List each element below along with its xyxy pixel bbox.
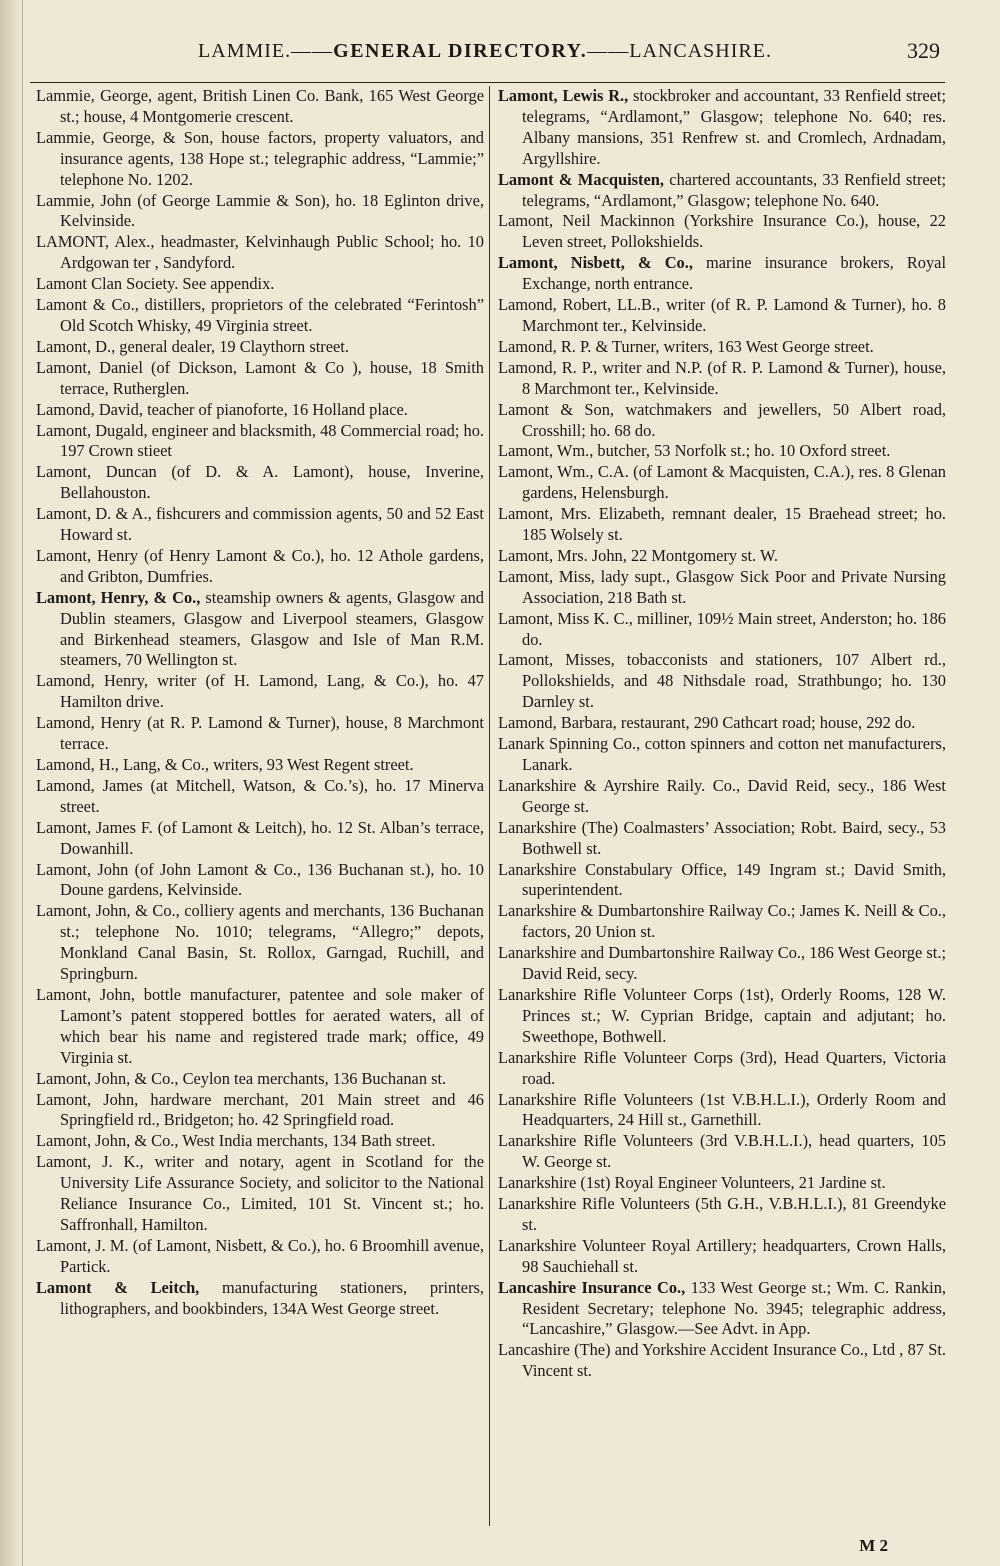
entry-text: Lamont, Mrs. Elizabeth, remnant dealer, 15 Braehead street; ho. 185 Wolsely st. xyxy=(498,504,946,545)
entry-text: Lamond, James (at Mitchell, Watson, & Co.’s), ho. 17 Minerva street. xyxy=(36,775,484,816)
entry-name: Lancashire Insurance Co., xyxy=(498,1277,686,1297)
entry-text: stockbroker and accountant, 33 Renfield street; telegrams, “Ardlamont,” Glasgow; telephone No. 640; res. Albany mansions, 351 Renfrew st. and Cromlech, Ardnadam, Argyllshire. xyxy=(522,86,947,168)
entry-text: Lamond, R. P. & Turner, writers, 163 West George street. xyxy=(498,336,874,356)
header-right-word: LANCASHIRE. xyxy=(629,40,772,62)
directory-entry xyxy=(36,1069,484,1090)
entry-text: Lanarkshire Rifle Volunteers (1st V.B.H.L.I.), Orderly Room and Headquarters, 24 Hill st., Garnethill. xyxy=(498,1089,946,1130)
entry-text: Lanarkshire Rifle Volunteer Corps (1st), Orderly Rooms, 128 W. Princes st.; W. Cyprian Bridge, captain and adjutant; ho. Sweethope, Bothwell. xyxy=(498,984,946,1046)
header-dash: —— xyxy=(587,40,630,62)
entry-text: Lamont, James F. (of Lamont & Leitch), ho. 12 St. Alban’s terrace, Dowanhill. xyxy=(36,817,484,858)
directory-entry xyxy=(498,170,946,212)
entry-text: Lamont, D., general dealer, 19 Claythorn street. xyxy=(36,336,349,356)
directory-entry xyxy=(36,671,484,713)
header-center-word: GENERAL DIRECTORY. xyxy=(333,40,588,62)
entry-text: Lamond, Henry, writer (of H. Lamond, Lang, & Co.), ho. 47 Hamilton drive. xyxy=(36,671,484,712)
directory-entry xyxy=(498,650,946,713)
directory-entry xyxy=(498,86,946,170)
directory-entry xyxy=(36,462,484,504)
entry-text: Lanarkshire Rifle Volunteer Corps (3rd), Head Quarters, Victoria road. xyxy=(498,1047,946,1088)
entry-text: Lamond, Henry (at R. P. Lamond & Turner), house, 8 Marchmont terrace. xyxy=(36,713,484,754)
entry-text: Lamont, John, hardware merchant, 201 Main street and 46 Springfield rd., Bridgeton; ho. 42 Springfield road. xyxy=(36,1089,484,1130)
entry-text: Lamont, John, bottle manufacturer, patentee and sole maker of Lamont’s patent stoppered bottles for aerated waters, all of which bear his name and registered trade mark; office, 49 Virginia st. xyxy=(36,984,484,1067)
entry-text: Lammie, George, agent, British Linen Co. Bank, 165 West George st.; house, 4 Montgomerie crescent. xyxy=(36,86,484,126)
directory-entry xyxy=(36,128,484,191)
directory-entry xyxy=(36,1090,484,1132)
header-left-word: LAMMIE. xyxy=(198,40,292,62)
directory-entry xyxy=(36,232,484,274)
signature-mark: M 2 xyxy=(859,1536,888,1555)
entry-name: Lamont & Macquisten, xyxy=(498,169,664,189)
entry-text: Lamont, Daniel (of Dickson, Lamont & Co ), house, 18 Smith terrace, Rutherglen. xyxy=(36,357,484,398)
column-divider xyxy=(489,86,490,1526)
directory-entry xyxy=(36,400,484,421)
directory-entry xyxy=(498,462,946,504)
directory-entry xyxy=(498,337,946,358)
directory-entry xyxy=(36,546,484,588)
directory-entry xyxy=(498,400,946,442)
entry-text: Lanarkshire & Dumbartonshire Railway Co.; James K. Neill & Co., factors, 20 Union st. xyxy=(498,901,946,942)
entry-name: Lamont & Leitch, xyxy=(36,1277,200,1297)
directory-entry xyxy=(498,713,946,734)
directory-entry xyxy=(498,1194,946,1236)
entry-text: steamship owners & agents, Glasgow and Dublin steamers, Glasgow and Liverpool steamers, Glasgow and Birkenhead steamers, Glasgow and Isle of Man R.M. steamers, 70 Wellington st. xyxy=(60,587,485,670)
entry-text: Lanark Spinning Co., cotton spinners and cotton net manufacturers, Lanark. xyxy=(498,734,946,774)
entry-text: Lamont Clan Society. See appendix. xyxy=(36,274,275,294)
directory-entry xyxy=(36,1131,484,1152)
entry-name: Lamont, Henry, & Co., xyxy=(36,587,201,607)
directory-entry xyxy=(498,860,946,902)
entry-text: manufacturing stationers, printers, lithographers, and bookbinders, 134A West George street. xyxy=(60,1277,485,1318)
binding-gutter xyxy=(0,0,23,1566)
entry-text: Lamont, Wm., butcher, 53 Norfolk st.; ho. 10 Oxford street. xyxy=(498,441,891,461)
directory-entry xyxy=(498,1340,946,1382)
directory-entry xyxy=(36,358,484,400)
left-column xyxy=(36,86,484,1319)
entry-text: Lamond, Barbara, restaurant, 290 Cathcart road; house, 292 do. xyxy=(498,713,916,733)
entry-text: Lamont, Wm., C.A. (of Lamont & Macquisten, C.A.), res. 8 Glenan gardens, Helensburgh. xyxy=(498,462,946,503)
entry-text: Lamont, Miss, lady supt., Glasgow Sick Poor and Private Nursing Association, 218 Bath st. xyxy=(498,566,946,607)
directory-entry xyxy=(36,274,484,295)
entry-text: marine insurance brokers, Royal Exchange, north entrance. xyxy=(522,253,946,294)
directory-entry xyxy=(36,713,484,755)
directory-entry xyxy=(498,985,946,1048)
entry-text: Lamont, Dugald, engineer and blacksmith, 48 Commercial road; ho. 197 Crown stieet xyxy=(36,420,484,461)
directory-entry xyxy=(498,546,946,567)
directory-entry xyxy=(498,818,946,860)
entry-text: Lamont, D. & A., fishcurers and commission agents, 50 and 52 East Howard st. xyxy=(36,504,484,545)
entry-text: Lamont & Co., distillers, proprietors of the celebrated “Ferintosh” Old Scotch Whisky, 49 Virginia street. xyxy=(36,295,484,335)
directory-entry xyxy=(36,901,484,985)
entry-text: Lanarkshire (The) Coalmasters’ Association; Robt. Baird, secy., 53 Bothwell st. xyxy=(498,817,946,858)
header-dash: —— xyxy=(291,40,334,62)
directory-entry xyxy=(36,1236,484,1278)
running-header xyxy=(30,40,940,80)
directory-entry xyxy=(36,755,484,776)
directory-entry xyxy=(498,734,946,776)
entry-text: Lamont, Miss K. C., milliner, 109½ Main street, Anderston; ho. 186 do. xyxy=(498,608,946,649)
directory-entry xyxy=(498,1173,946,1194)
directory-entry xyxy=(498,1090,946,1132)
header-title xyxy=(30,40,940,63)
entry-text: Lamont, John (of John Lamont & Co., 136 Buchanan st.), ho. 10 Doune gardens, Kelvinside. xyxy=(36,859,484,900)
entry-text: Lanarkshire & Ayrshire Raily. Co., David Reid, secy., 186 West George st. xyxy=(498,775,946,816)
entry-text: Lamont, John, & Co., colliery agents and merchants, 136 Buchanan st.; telephone No. 1010; telegrams, “Allegro;” depots, Monkland Canal Basin, St. Rollox, Garngad, Ruchill, and Springburn. xyxy=(36,901,484,984)
header-rule xyxy=(30,82,945,83)
directory-entry xyxy=(36,337,484,358)
directory-entry xyxy=(498,901,946,943)
directory-entry xyxy=(498,1236,946,1278)
entry-text: Lancashire (The) and Yorkshire Accident Insurance Co., Ltd , 87 St. Vincent st. xyxy=(498,1340,946,1381)
entry-name: Lamont, Nisbett, & Co., xyxy=(498,253,693,273)
directory-entry xyxy=(498,1048,946,1090)
entry-text: Lamont, J. M. (of Lamont, Nisbett, & Co.), ho. 6 Broomhill avenue, Partick. xyxy=(36,1235,484,1276)
entry-text: Lamont, J. K., writer and notary, agent in Scotland for the University Life Assurance Society, and solicitor to the National Reliance Insurance Co., Limited, 101 St. Vincent st.; ho. Saffronhall, Hamilton. xyxy=(36,1152,484,1234)
directory-entry xyxy=(36,985,484,1069)
directory-entry xyxy=(36,860,484,902)
directory-entry xyxy=(36,421,484,463)
directory-entry xyxy=(36,776,484,818)
directory-entry xyxy=(498,567,946,609)
directory-entry xyxy=(36,295,484,337)
right-column xyxy=(498,86,946,1382)
directory-entry xyxy=(498,1131,946,1173)
directory-entry xyxy=(498,1278,946,1341)
entry-text: Lamont, Misses, tobacconists and stationers, 107 Albert rd., Pollokshields, and 48 Nithsdale road, Strathbungo; ho. 130 Darnley st. xyxy=(498,650,946,712)
directory-entry xyxy=(498,295,946,337)
entry-text: chartered accountants, 33 Renfield street; telegrams, “Ardlamont,” Glasgow; telephone No. 640. xyxy=(522,169,946,210)
directory-entry xyxy=(36,191,484,233)
directory-entry xyxy=(36,1152,484,1236)
entry-text: Lanarkshire Rifle Volunteers (5th G.H., V.B.H.L.I.), 81 Greendyke st. xyxy=(498,1194,946,1234)
entry-text: Lamont, Mrs. John, 22 Montgomery st. W. xyxy=(498,545,779,565)
directory-entry xyxy=(36,1278,484,1320)
directory-entry xyxy=(498,253,946,295)
entry-text: Lanarkshire Volunteer Royal Artillery; headquarters, Crown Halls, 98 Sauchiehall st. xyxy=(498,1235,946,1276)
directory-entry xyxy=(36,86,484,128)
entry-text: Lanarkshire (1st) Royal Engineer Volunteers, 21 Jardine st. xyxy=(498,1173,886,1193)
page-number: 329 xyxy=(907,38,940,63)
directory-entry xyxy=(498,609,946,651)
entry-text: Lammie, George, & Son, house factors, property valuators, and insurance agents, 138 Hope st.; telegraphic address, “Lammie;” telephone No. 1202. xyxy=(36,127,484,189)
entry-text: Lanarkshire and Dumbartonshire Railway Co., 186 West George st.; David Reid, secy. xyxy=(498,943,946,984)
entry-text: Lamont, John, & Co., Ceylon tea merchants, 136 Buchanan st. xyxy=(36,1068,447,1088)
entry-text: Lamont, Neil Mackinnon (Yorkshire Insurance Co.), house, 22 Leven street, Pollokshields. xyxy=(498,211,946,252)
entry-text: Lanarkshire Constabulary Office, 149 Ingram st.; David Smith, superintendent. xyxy=(498,859,946,900)
directory-entry xyxy=(498,943,946,985)
directory-entry xyxy=(36,588,484,672)
entry-text: Lamont, John, & Co., West India merchants, 134 Bath street. xyxy=(36,1131,436,1151)
entry-text: Lanarkshire Rifle Volunteers (3rd V.B.H.L.I.), head quarters, 105 W. George st. xyxy=(498,1131,946,1172)
entry-text: Lamond, Robert, LL.B., writer (of R. P. Lamond & Turner), ho. 8 Marchmont ter., Kelvinside. xyxy=(498,295,946,335)
entry-text: Lammie, John (of George Lammie & Son), ho. 18 Eglinton drive, Kelvinside. xyxy=(36,190,484,231)
entry-name: Lamont, Lewis R., xyxy=(498,86,629,105)
entry-text: Lamont, Henry (of Henry Lamont & Co.), ho. 12 Athole gardens, and Gribton, Dumfries. xyxy=(36,545,484,586)
entry-text: LAMONT, Alex., headmaster, Kelvinhaugh Public School; ho. 10 Ardgowan ter , Sandyford. xyxy=(36,232,484,273)
directory-entry xyxy=(498,776,946,818)
directory-entry xyxy=(36,818,484,860)
entry-text: Lamont, Duncan (of D. & A. Lamont), house, Inverine, Bellahouston. xyxy=(36,462,484,503)
directory-entry xyxy=(36,504,484,546)
directory-entry xyxy=(498,358,946,400)
directory-entry xyxy=(498,504,946,546)
entry-text: Lamont & Son, watchmakers and jewellers, 50 Albert road, Crosshill; ho. 68 do. xyxy=(498,399,946,440)
entry-text: 133 West George st.; Wm. C. Rankin, Resident Secretary; telephone No. 3945; telegraphic address, “Lancashire,” Glasgow.—See Advt. in App. xyxy=(522,1277,946,1339)
directory-entry xyxy=(498,441,946,462)
entry-text: Lamond, R. P., writer and N.P. (of R. P. Lamond & Turner), house, 8 Marchmont ter., Kelvinside. xyxy=(498,357,946,398)
entry-text: Lamond, H., Lang, & Co., writers, 93 West Regent street. xyxy=(36,755,414,774)
entry-text: Lamond, David, teacher of pianoforte, 16 Holland place. xyxy=(36,399,408,419)
directory-entry xyxy=(498,211,946,253)
